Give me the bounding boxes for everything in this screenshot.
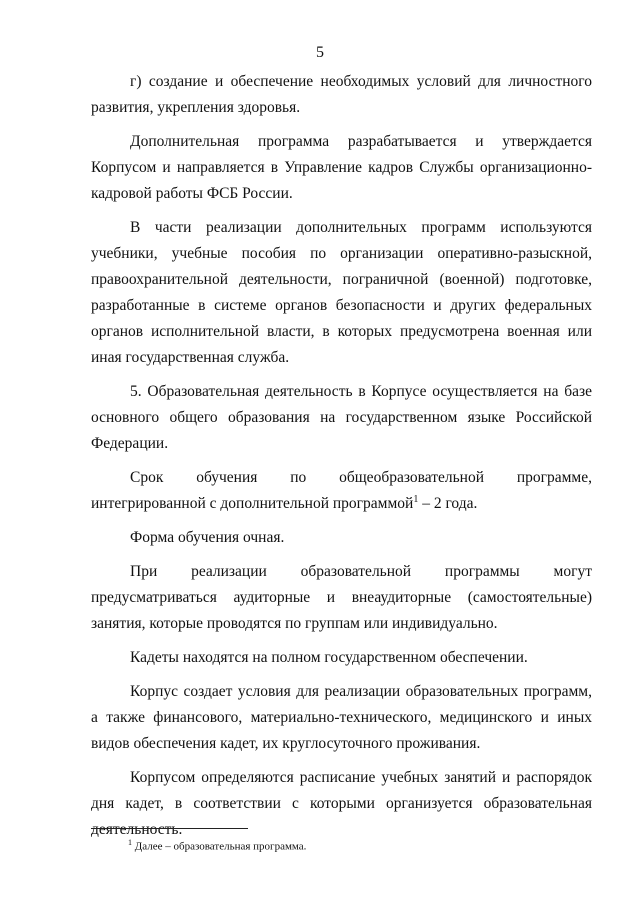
- footnote-mark: 1: [128, 838, 132, 847]
- term-text-after: – 2 года.: [418, 495, 478, 512]
- page-number: 5: [316, 44, 324, 61]
- paragraph-form-of-study: Форма обучения очная.: [130, 529, 285, 546]
- footnote: [128, 836, 306, 854]
- paragraph-additional-program: Дополнительная программа разрабатывается и утверждается Корпусом и направляется в Управление кадров Службы организационно-кадровой работы ФСБ России.: [91, 133, 592, 202]
- paragraph-term-of-study: [91, 465, 592, 517]
- paragraph-corps-conditions: Корпус создает условия для реализации образовательных программ, а также финансового, материально-технического, медицинского и иных видов обеспечения кадет, их круглосуточного проживания.: [91, 683, 592, 752]
- paragraph-educational-activity: 5. Образовательная деятельность в Корпусе осуществляется на базе основного общего образования на государственном языке Российской Федерации.: [91, 383, 592, 452]
- term-text-before: Срок обучения по общеобразовательной программе, интегрированной с дополнительной программой: [91, 469, 592, 512]
- document-body: [91, 69, 592, 851]
- paragraph-textbooks: В части реализации дополнительных программ используются учебники, учебные пособия по организации оперативно-разыскной, правоохранительной деятельности, пограничной (военной) подготовке, разработанные в системе органов безопасности и других федеральных органов исполнительной власти, в которых предусмотрена военная или иная государственная служба.: [91, 219, 592, 366]
- footnote-text: Далее – образовательная программа.: [132, 840, 307, 853]
- paragraph-g-conditions: г) создание и обеспечение необходимых условий для личностного развития, укрепления здоровья.: [91, 73, 592, 116]
- footnote-reference: 1: [413, 493, 419, 505]
- footnote-separator: [91, 828, 248, 829]
- paragraph-classes: При реализации образовательной программы могут предусматриваться аудиторные и внеаудиторные (самостоятельные) занятия, которые проводятся по группам или индивидуально.: [91, 563, 592, 632]
- paragraph-schedule: Корпусом определяются расписание учебных занятий и распорядок дня кадет, в соответствии с которыми организуется образовательная деятельность.: [91, 769, 592, 838]
- paragraph-state-support: Кадеты находятся на полном государственном обеспечении.: [130, 649, 528, 666]
